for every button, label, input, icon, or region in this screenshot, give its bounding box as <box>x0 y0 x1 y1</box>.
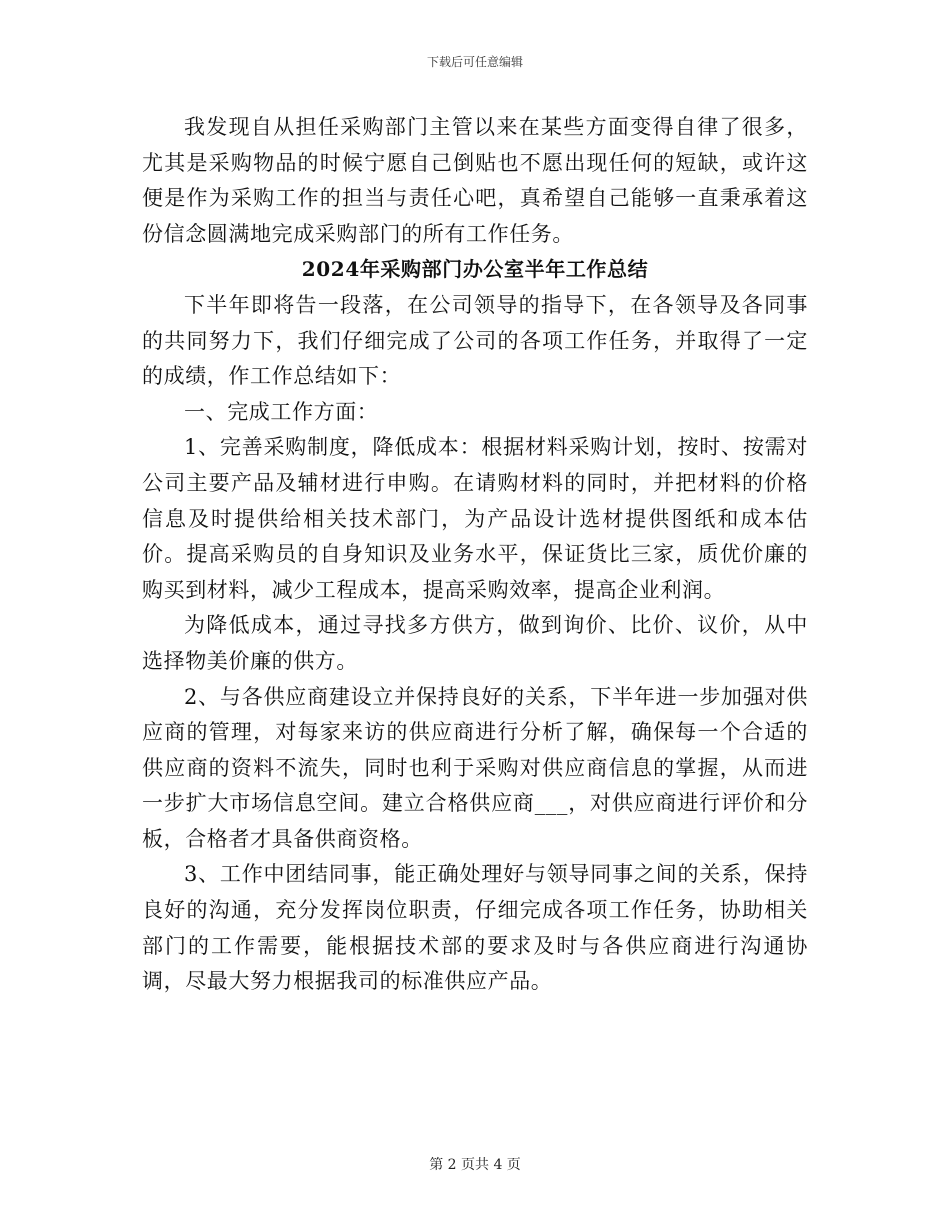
document-body <box>142 110 808 1000</box>
paragraph-intro: 我发现自从担任采购部门主管以来在某些方面变得自律了很多，尤其是采购物品的时候宁愿自己倒贴也不愿出现任何的短缺，或许这便是作为采购工作的担当与责任心吧，真希望自己能够一直秉承着这份信念圆满地完成采购部门的所有工作任务。 <box>142 115 808 246</box>
paragraph-cost-reduction: 为降低成本，通过寻找多方供方，做到询价、比价、议价，从中选择物美价廉的供方。 <box>142 613 808 673</box>
paragraph-item-3: 3、工作中团结同事，能正确处理好与领导同事之间的关系，保持良好的沟通，充分发挥岗位职责，仔细完成各项工作任务，协助相关部门的工作需要，能根据技术部的要求及时与各供应商进行沟通协调，尽最大努力根据我司的标准供应产品。 <box>142 862 808 994</box>
page-header: 下载后可任意编辑 <box>426 55 523 69</box>
section-heading-completed-work: 一、完成工作方面： <box>184 399 379 424</box>
document-title: 2024年采购部门办公室半年工作总结 <box>301 257 649 282</box>
paragraph-opening: 下半年即将告一段落，在公司领导的指导下，在各领导及各同事的共同努力下，我们仔细完成了公司的各项工作任务，并取得了一定的成绩，作工作总结如下： <box>142 292 808 389</box>
page-footer: 第 2 页共 4 页 <box>429 1157 521 1173</box>
paragraph-item-1: 1、完善采购制度，降低成本：根据材料采购计划，按时、按需对公司主要产品及辅材进行申购。在请购材料的同时，并把材料的价格信息及时提供给相关技术部门，为产品设计选材提供图纸和成本估价。提高采购员的自身知识及业务水平，保证货比三家，质优价廉的购买到材料，减少工程成本，提高采购效率，提高企业利润。 <box>142 435 808 602</box>
paragraph-item-2: 2、与各供应商建设立并保持良好的关系，下半年进一步加强对供应商的管理，对每家来访的供应商进行分析了解，确保每一个合适的供应商的资料不流失，同时也利于采购对供应商信息的掌握，从而进一步扩大市场信息空间。建立合格供应商___，对供应商进行评价和分板，合格者才具备供商资格。 <box>142 684 808 851</box>
